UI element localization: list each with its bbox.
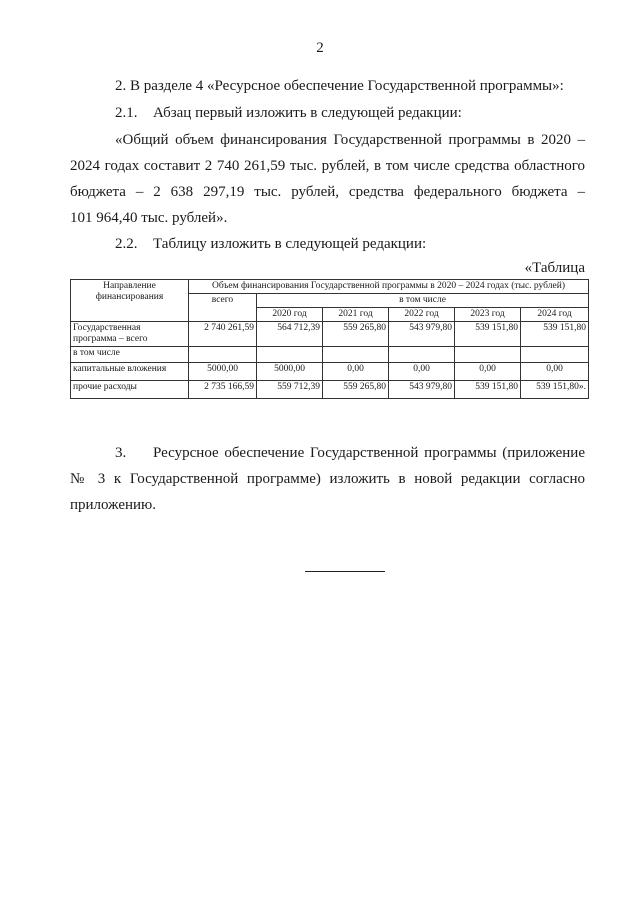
row-value bbox=[389, 347, 455, 363]
header-year: 2020 год bbox=[257, 308, 323, 322]
row-value: 559 712,39 bbox=[257, 381, 323, 399]
header-year: 2023 год bbox=[455, 308, 521, 322]
row-value bbox=[257, 347, 323, 363]
closing-separator-line bbox=[305, 571, 385, 572]
quote-line-4: 101 964,40 тыс. рублей». bbox=[70, 210, 228, 226]
item-3-text-1: Ресурсное обеспечение Государственной программы (приложение bbox=[153, 445, 585, 461]
header-direction: Направление финансирования bbox=[71, 280, 189, 322]
row-value bbox=[521, 347, 589, 363]
row-label: капитальные вложения bbox=[71, 363, 189, 381]
item-2-1 bbox=[115, 104, 462, 122]
row-total: 2 735 166,59 bbox=[189, 381, 257, 399]
funding-table bbox=[70, 279, 589, 399]
row-value: 543 979,80 bbox=[389, 381, 455, 399]
row-value: 539 151,80 bbox=[455, 381, 521, 399]
row-value: 5000,00 bbox=[257, 363, 323, 381]
quote-line-3: бюджета – 2 638 297,19 тыс. рублей, средства федерального бюджета – bbox=[70, 184, 585, 200]
section-heading: 2. В разделе 4 «Ресурсное обеспечение Государственной программы»: bbox=[115, 78, 564, 94]
row-value: 0,00 bbox=[323, 363, 389, 381]
row-value: 539 151,80 bbox=[521, 322, 589, 347]
row-value: 0,00 bbox=[455, 363, 521, 381]
row-value: 539 151,80 bbox=[455, 322, 521, 347]
row-label: в том числе bbox=[71, 347, 189, 363]
row-label: Государственная программа – всего bbox=[71, 322, 189, 347]
quote-line-2: 2024 годах составит 2 740 261,59 тыс. рублей, в том числе средства областного bbox=[70, 158, 585, 174]
row-total: 2 740 261,59 bbox=[189, 322, 257, 347]
item-2-2-text: Таблицу изложить в следующей редакции: bbox=[153, 236, 427, 252]
table-header-row-1 bbox=[71, 280, 589, 294]
item-2-1-number: 2.1. bbox=[115, 105, 138, 121]
row-value: 0,00 bbox=[521, 363, 589, 381]
row-total: 5000,00 bbox=[189, 363, 257, 381]
row-value: 564 712,39 bbox=[257, 322, 323, 347]
header-year: 2021 год bbox=[323, 308, 389, 322]
row-value bbox=[455, 347, 521, 363]
header-volume: Объем финансирования Государственной программы в 2020 – 2024 годах (тыс. рублей) bbox=[189, 280, 589, 294]
table-row bbox=[71, 322, 589, 347]
row-value: 559 265,80 bbox=[323, 381, 389, 399]
quote-line-1: «Общий объем финансирования Государственной программы в 2020 – bbox=[115, 132, 585, 148]
header-year: 2022 год bbox=[389, 308, 455, 322]
header-incl: в том числе bbox=[257, 294, 589, 308]
table-row bbox=[71, 363, 589, 381]
table-label: «Таблица bbox=[524, 260, 585, 276]
table-row bbox=[71, 381, 589, 399]
row-total bbox=[189, 347, 257, 363]
row-value: 559 265,80 bbox=[323, 322, 389, 347]
header-total: всего bbox=[189, 294, 257, 322]
row-value: 539 151,80». bbox=[521, 381, 589, 399]
item-3-line-2: № 3 к Государственной программе) изложить в новой редакции согласно bbox=[70, 471, 585, 487]
row-value bbox=[323, 347, 389, 363]
item-3-number: 3. bbox=[115, 445, 127, 461]
item-3-line-3: приложению. bbox=[70, 497, 157, 513]
row-value: 0,00 bbox=[389, 363, 455, 381]
item-2-2 bbox=[115, 235, 426, 253]
item-2-2-number: 2.2. bbox=[115, 236, 138, 252]
table-row bbox=[71, 347, 589, 363]
header-year: 2024 год bbox=[521, 308, 589, 322]
row-label: прочие расходы bbox=[71, 381, 189, 399]
row-value: 543 979,80 bbox=[389, 322, 455, 347]
page-number: 2 bbox=[316, 40, 324, 56]
item-3-line-1 bbox=[115, 444, 585, 462]
item-2-1-text: Абзац первый изложить в следующей редакции: bbox=[153, 105, 462, 121]
